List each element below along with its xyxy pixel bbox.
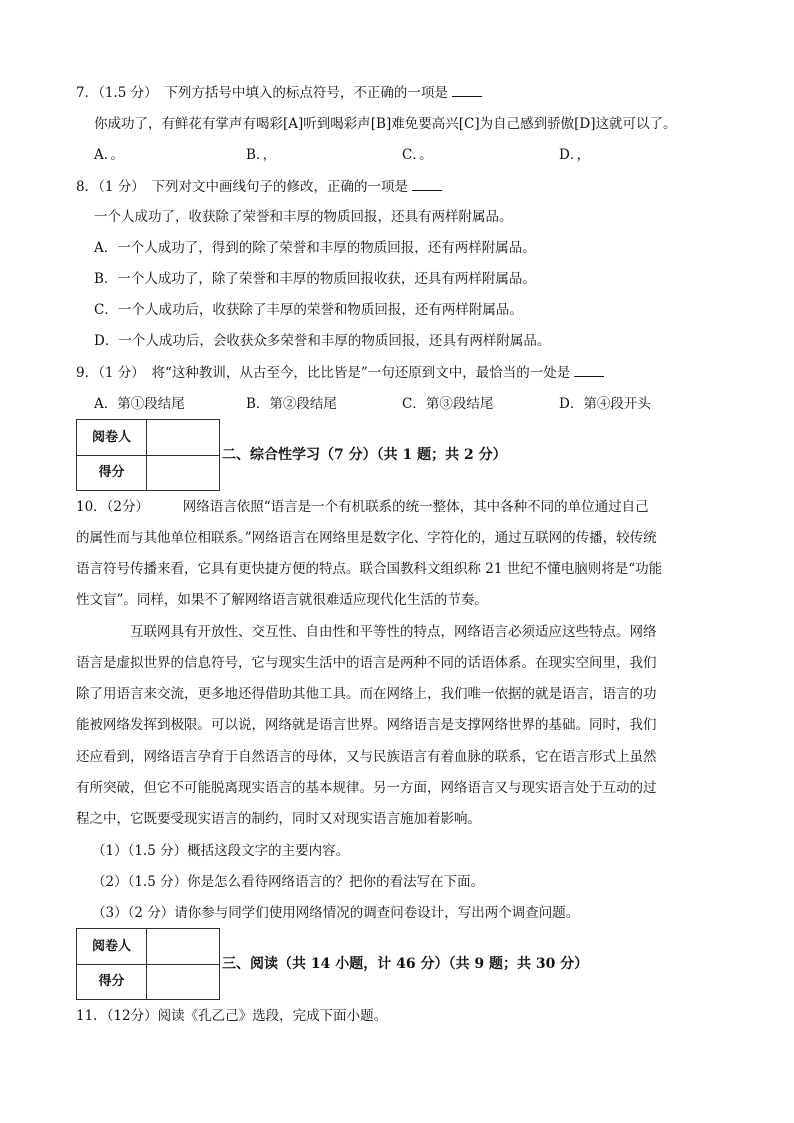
q10-sub-2: （2）（1.5 分）你是怎么看待网络语言的？把你的看法写在下面。 xyxy=(92,874,485,890)
q10-sub-1: （1）（1.5 分）概括这段文字的主要内容。 xyxy=(92,843,350,859)
q10-sub-3: （3）（2 分）请你参与同学们使用网络情况的调查问卷设计，写出两个调查问题。 xyxy=(92,905,580,921)
q8-stem xyxy=(76,178,442,195)
grader-table xyxy=(76,419,220,491)
q9-option-b: B．第②段结尾 xyxy=(246,396,337,412)
answer-blank[interactable] xyxy=(412,178,442,191)
q8-stem-text: 8．（1 分） 下列对文中画线句子的修改，正确的一项是 xyxy=(76,179,408,195)
q10-line: 语言是虚拟世界的信息符号，它与现实生活中的语言是两种不同的话语体系。在现实空间里，我们 xyxy=(76,655,657,671)
q7-stem xyxy=(76,84,482,101)
q9-option-d: D．第④段开头 xyxy=(559,396,651,412)
score-field[interactable] xyxy=(147,965,219,999)
q9-stem-text: 9．（1 分） 将“这种教训，从古至今，比比皆是”一句还原到文中，最恰当的一处是 xyxy=(76,365,571,381)
score-field[interactable] xyxy=(147,456,219,490)
q10-line: 能被网络发挥到极限。可以说，网络就是语言世界。网络语言是支撑网络世界的基础。同时，我们 xyxy=(76,717,657,733)
q7-option-c: C．。 xyxy=(402,147,433,163)
score-label: 得分 xyxy=(77,456,147,490)
grader-table xyxy=(76,928,220,1000)
section-title: 三、阅读（共 14 小题，计 46 分）（共 9 题；共 30 分） xyxy=(222,956,589,972)
answer-blank[interactable] xyxy=(452,84,482,97)
q11-stem: 11．（12分）阅读《孔乙己》选段，完成下面小题。 xyxy=(76,1008,388,1024)
q9-stem xyxy=(76,364,604,381)
q10-line: 语言符号传播来看，它具有更快捷方便的特点。联合国教科文组织称 21 世纪不懂电脑则将是“功能 xyxy=(76,561,663,577)
reviewer-field[interactable] xyxy=(147,420,219,456)
score-label: 得分 xyxy=(77,965,147,999)
q7-option-b: B．， xyxy=(246,147,277,163)
q8-text: 一个人成功了，收获除了荣誉和丰厚的物质回报，还具有两样附属品。 xyxy=(94,209,513,225)
reviewer-label: 阅卷人 xyxy=(77,420,147,456)
q10-line: 除了用语言来交流，更多地还得借助其他工具。而在网络上，我们唯一依据的就是语言，语言的功 xyxy=(76,686,657,702)
q8-option-b: B．一个人成功了，除了荣誉和丰厚的物质回报收获，还具有两样附属品。 xyxy=(94,271,536,287)
answer-blank[interactable] xyxy=(574,364,604,377)
q10-line: 性文盲”。同样，如果不了解网络语言就很难适应现代化生活的节奏。 xyxy=(76,592,488,608)
q10-line: 互联网具有开放性、交互性、自由性和平等性的特点，网络语言必须适应这些特点。网络 xyxy=(76,624,657,640)
q8-option-d: D．一个人成功后，会收获众多荣誉和丰厚的物质回报，还具有两样附属品。 xyxy=(94,333,551,349)
q7-option-a: A．。 xyxy=(94,147,124,163)
q7-text: 你成功了，有鲜花有掌声有喝彩[A]听到喝彩声[B]难免要高兴[C]为自己感到骄傲[D]这就可以了。 xyxy=(94,116,677,132)
q7-stem-text: 7．（1.5 分） 下列方括号中填入的标点符号，不正确的一项是 xyxy=(76,85,448,101)
q10-line: 程之中，它既要受现实语言的制约，同时又对现实语言施加着影响。 xyxy=(76,811,481,827)
q10-line: 有所突破，但它不可能脱离现实语言的基本规律。另一方面，网络语言又与现实语言处于互动的过 xyxy=(76,780,657,796)
q8-option-a: A．一个人成功了，得到的除了荣誉和丰厚的物质回报，还有两样附属品。 xyxy=(94,240,536,256)
q7-option-d: D．， xyxy=(559,147,591,163)
q8-option-c: C．一个人成功后，收获除了丰厚的荣誉和物质回报，还有两样附属品。 xyxy=(94,302,523,318)
q10-line: 的属性而与其他单位相联系。”网络语言在网络里是数字化、字符化的，通过互联网的传播，较传统 xyxy=(76,530,657,546)
q10-line: 还应看到，网络语言孕育于自然语言的母体，又与民族语言有着血脉的联系，它在语言形式上虽然 xyxy=(76,749,657,765)
q9-option-a: A．第①段结尾 xyxy=(94,396,185,412)
reviewer-label: 阅卷人 xyxy=(77,929,147,965)
reviewer-field[interactable] xyxy=(147,929,219,965)
section-title: 二、综合性学习（7 分）（共 1 题；共 2 分） xyxy=(222,447,507,463)
q10-line: 10．（2分） 网络语言依照“语言是一个有机联系的统一整体，其中各种不同的单位通过自己 xyxy=(76,499,649,515)
q9-option-c: C．第③段结尾 xyxy=(402,396,494,412)
